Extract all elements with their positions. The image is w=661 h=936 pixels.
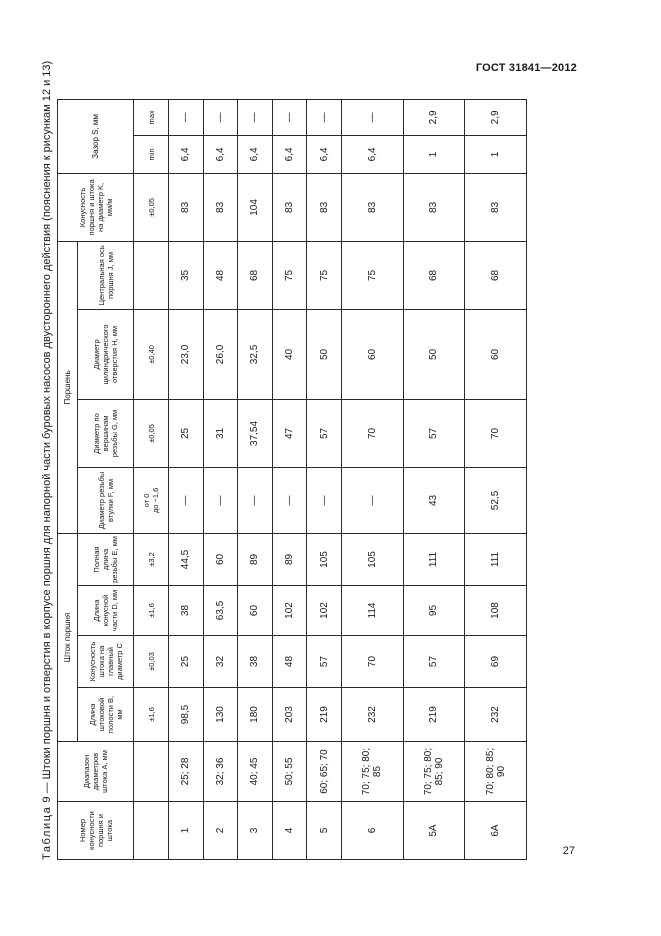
cell-H: 50 (403, 309, 465, 399)
col-header-S-max: max (134, 99, 169, 135)
cell-E: 105 (341, 533, 403, 585)
cell-F: — (238, 467, 273, 533)
cell-G: 70 (341, 399, 403, 467)
cell-H: 50 (307, 309, 342, 399)
cell-J: 68 (465, 241, 527, 309)
cell-diameter-range: 70; 75; 80; 85 (341, 742, 403, 802)
col-header-D: Длина конусной части D, мм (78, 586, 134, 636)
cell-J: 68 (403, 241, 465, 309)
cell-E: 105 (307, 533, 342, 585)
cell-C: 32 (203, 636, 238, 688)
cell-C: 25 (169, 636, 204, 688)
cell-E: 89 (272, 533, 307, 585)
cell-S-min: 6,4 (203, 135, 238, 173)
cell-B: 203 (272, 688, 307, 742)
cell-S-min: 6,4 (238, 135, 273, 173)
col-header-J: Центральная ось поршня J, мм (78, 241, 134, 309)
cell-S-min: 1 (403, 135, 465, 173)
cell-diameter-range: 70; 80; 85; 90 (465, 742, 527, 802)
cell-diameter-range: 32; 36 (203, 742, 238, 802)
cell-K: 83 (403, 173, 465, 241)
cell-B: 98,5 (169, 688, 204, 742)
tolerance-H: ±0,40 (134, 309, 169, 399)
cell-F: — (272, 467, 307, 533)
cell-diameter-range: 40; 45 (238, 742, 273, 802)
col-header-F: Диаметр резьбы втулки F, мм (78, 467, 134, 533)
tolerance-B: ±1,6 (134, 688, 169, 742)
cell-D: 95 (403, 586, 465, 636)
cell-S-max: — (307, 99, 342, 135)
group-header-piston: Поршень (58, 241, 78, 533)
cell-S-max: — (169, 99, 204, 135)
tolerance-cell-empty (134, 742, 169, 802)
cell-D: 63,5 (203, 586, 238, 636)
cell-F: — (169, 467, 204, 533)
cell-S-min: 6,4 (169, 135, 204, 173)
cell-F: 43 (403, 467, 465, 533)
cell-D: 108 (465, 586, 527, 636)
col-header-taper-number: Номер конусности поршня и штока (58, 802, 134, 860)
cell-G: 57 (307, 399, 342, 467)
cell-K: 83 (341, 173, 403, 241)
col-header-diameter-range: Диапазон диаметров штока A, мм (58, 742, 134, 802)
cell-S-min: 6,4 (307, 135, 342, 173)
table-caption-lead: Таблица (41, 805, 53, 860)
cell-diameter-range: 25; 28 (169, 742, 204, 802)
cell-K: 83 (203, 173, 238, 241)
table-caption-text: 9 — Штоки поршня и отверстия в корпусе поршня для напорной части буровых насосов двустороннего действия (пояснения к рисункам 12 и 13) (41, 60, 53, 806)
page-number: 27 (562, 845, 575, 857)
cell-G: 31 (203, 399, 238, 467)
cell-taper-number: 3 (238, 802, 273, 860)
cell-S-min: 6,4 (341, 135, 403, 173)
cell-taper-number: 4 (272, 802, 307, 860)
cell-B: 180 (238, 688, 273, 742)
cell-J: 35 (169, 241, 204, 309)
col-header-C: Конусность штока на главный диаметр C (78, 636, 134, 688)
cell-C: 70 (341, 636, 403, 688)
cell-E: 44,5 (169, 533, 204, 585)
cell-H: 60 (465, 309, 527, 399)
cell-J: 48 (203, 241, 238, 309)
cell-diameter-range: 60; 65; 70 (307, 742, 342, 802)
table-row (169, 99, 204, 859)
cell-S-max: — (272, 99, 307, 135)
cell-F: — (307, 467, 342, 533)
tolerance-F (134, 467, 169, 533)
cell-C: 38 (238, 636, 273, 688)
cell-taper-number: 6 (341, 802, 403, 860)
cell-H: 60 (341, 309, 403, 399)
cell-G: 37,54 (238, 399, 273, 467)
table-row (272, 99, 307, 859)
cell-D: 102 (307, 586, 342, 636)
tolerance-cell-empty (134, 802, 169, 860)
cell-S-min: 6,4 (272, 135, 307, 173)
table-row (465, 99, 527, 859)
tolerance-E: ±3,2 (134, 533, 169, 585)
cell-H: 26,0 (203, 309, 238, 399)
table-row (203, 99, 238, 859)
cell-D: 114 (341, 586, 403, 636)
tolerance-G: ±0,05 (134, 399, 169, 467)
cell-taper-number: 6A (465, 802, 527, 860)
cell-G: 25 (169, 399, 204, 467)
tolerance-F-line2: до −1,6 (151, 487, 160, 514)
tolerance-F-line1: от 0 (142, 493, 151, 508)
tolerance-row (134, 99, 169, 859)
col-header-H: Диаметр цилиндрического отверстия H, мм (78, 309, 134, 399)
cell-K: 104 (238, 173, 273, 241)
cell-G: 57 (403, 399, 465, 467)
col-header-S-min: min (134, 135, 169, 173)
cell-B: 232 (341, 688, 403, 742)
col-header-E: Полная длина резьбы E, мм (78, 533, 134, 585)
cell-F: — (203, 467, 238, 533)
cell-H: 32,5 (238, 309, 273, 399)
cell-C: 57 (403, 636, 465, 688)
cell-E: 111 (465, 533, 527, 585)
cell-S-max: — (203, 99, 238, 135)
cell-J: 75 (341, 241, 403, 309)
document-standard-header: ГОСТ 31841—2012 (475, 62, 577, 74)
cell-C: 48 (272, 636, 307, 688)
cell-C: 69 (465, 636, 527, 688)
cell-J: 68 (238, 241, 273, 309)
cell-S-max: 2,9 (465, 99, 527, 135)
group-header-rod: Шток поршня (58, 533, 78, 741)
tolerance-K: ±0,05 (134, 173, 169, 241)
cell-S-min: 1 (465, 135, 527, 173)
tolerance-J (134, 241, 169, 309)
table-row (403, 99, 465, 859)
cell-C: 57 (307, 636, 342, 688)
table-caption (40, 60, 54, 860)
cell-taper-number: 5 (307, 802, 342, 860)
cell-F: — (341, 467, 403, 533)
cell-S-max: — (238, 99, 273, 135)
data-table (57, 99, 527, 860)
cell-E: 60 (203, 533, 238, 585)
cell-S-max: — (341, 99, 403, 135)
col-header-G: Диаметр по вершинам резьбы G, мм (78, 399, 134, 467)
cell-K: 83 (272, 173, 307, 241)
cell-taper-number: 5A (403, 802, 465, 860)
col-header-K: Конусность поршня и штока на диаметр K, мм/м (58, 173, 134, 241)
group-header-gap: Зазор S, мм (58, 99, 134, 173)
cell-K: 83 (307, 173, 342, 241)
cell-taper-number: 1 (169, 802, 204, 860)
tolerance-D: ±1,6 (134, 586, 169, 636)
table-row (307, 99, 342, 859)
cell-B: 219 (307, 688, 342, 742)
cell-taper-number: 2 (203, 802, 238, 860)
col-header-B: Длина штоковой полости B, мм (78, 688, 134, 742)
table-row (238, 99, 273, 859)
cell-B: 232 (465, 688, 527, 742)
tolerance-C: ±0,03 (134, 636, 169, 688)
cell-H: 40 (272, 309, 307, 399)
cell-diameter-range: 70; 75; 80; 85; 90 (403, 742, 465, 802)
cell-diameter-range: 50; 55 (272, 742, 307, 802)
table-row (341, 99, 403, 859)
cell-H: 23,0 (169, 309, 204, 399)
cell-J: 75 (272, 241, 307, 309)
cell-D: 102 (272, 586, 307, 636)
header-row-groups (58, 99, 78, 859)
cell-E: 111 (403, 533, 465, 585)
cell-D: 60 (238, 586, 273, 636)
cell-G: 70 (465, 399, 527, 467)
cell-G: 47 (272, 399, 307, 467)
cell-D: 38 (169, 586, 204, 636)
cell-S-max: 2,9 (403, 99, 465, 135)
cell-K: 83 (465, 173, 527, 241)
cell-K: 83 (169, 173, 204, 241)
cell-F: 52,5 (465, 467, 527, 533)
cell-B: 219 (403, 688, 465, 742)
cell-J: 75 (307, 241, 342, 309)
cell-E: 89 (238, 533, 273, 585)
cell-B: 130 (203, 688, 238, 742)
